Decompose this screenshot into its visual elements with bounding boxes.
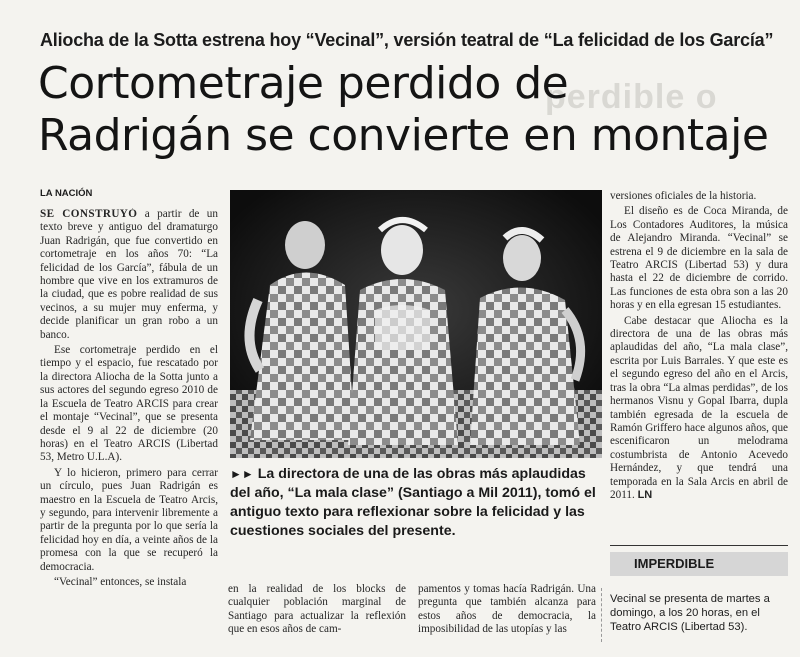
paragraph: El diseño es de Coca Miranda, de Los Contadores Auditores, la música de Alejandro Miranda. “Vecinal” se estrena el 9 de diciembre en la sala de Teatro ARCIS (Libertad 53) y dura hasta el 22 de diciembre de corrido. Las funciones de esta obra son a las 20 horas y en ella egresan 15 estudiantes.	[610, 205, 788, 312]
headline-line-2: Radrigán se convierte en montaje	[38, 110, 769, 161]
paragraph: “Vecinal” entonces, se instala	[54, 575, 187, 588]
source-credit: LA NACIÓN	[40, 188, 93, 199]
paragraph: pamentos y tomas hacía Radrigán. Una pregunta que también alcanza para estos años de democracia, la imposibilidad de las utopías y las	[418, 583, 596, 636]
headline-line-1: Cortometraje perdido de	[38, 58, 569, 109]
paragraph	[40, 208, 218, 342]
article-column-2	[228, 583, 406, 643]
article-column-4	[610, 190, 788, 535]
headline	[38, 58, 778, 162]
divider	[601, 588, 603, 642]
signature-mark: LN	[637, 488, 653, 501]
paragraph	[610, 315, 788, 503]
performance-photo	[230, 190, 602, 458]
divider	[610, 545, 788, 546]
paragraph: Ese cortometraje perdido en el tiempo y el espacio, fue rescatado por la directora Aliocha de la Sotta junto a sus actores del segundo egreso 2010 de la Escuela de Teatro ARCIS para crear el montaje “Vecinal”, que se presenta desde el 9 al 22 de diciembre (20 horas) en el Teatro ARCIS (Libertad 53, Metro U.L.A).	[40, 344, 218, 464]
paragraph-text: Cabe destacar que Aliocha es la directora de una de las obras más aplaudidas del año, “La mala clase”, escrita por Luis Barrales. Y que este es el segundo egreso del año en el Arcis, tras la obra “La almas perdidas”, de los hermanos Visnu y Gopal Ibarra, dupla también egresada de la escuela de Ramón Griffero hace algunos años, que escenificaron un melodrama costumbrista de Antonio Acevedo Hernández, y que tendrá una temporada en la Sala Arcis en abril de 2011.	[610, 314, 788, 501]
article-column-1	[40, 208, 218, 640]
paragraph: en la realidad de los blocks de cualquier población marginal de Santiago para actualizar la reflexión que en esos años de cam-	[228, 583, 406, 636]
caption-arrows-icon: ►►	[230, 467, 254, 481]
paragraph: versiones oficiales de la historia.	[610, 190, 757, 202]
article-column-3	[418, 583, 596, 643]
caption-text: La directora de una de las obras más aplaudidas del año, “La mala clase” (Santiago a Mil 2011), tomó el antiguo texto para reflexionar sobre la felicidad y las cuestiones sociales del presente.	[230, 466, 596, 539]
paragraph: Y lo hicieron, primero para cerrar un círculo, pues Juan Radrigán es maestro en la Escuela de Teatro Arcis, y segundo, para intervenir libremente a partir de la pregunta por lo que sería la felicidad hoy en día, a veinte años de la promesa con la que se recuperó la democracia.	[40, 466, 218, 573]
imperdible-box-text: Vecinal se presenta de martes a domingo, a los 20 horas, en el Teatro ARCIS (Libertad 53).	[610, 593, 770, 633]
paragraph-text: a partir de un texto breve y antiguo del dramaturgo Juan Radrigán, que fue convertido en cortometraje en los años 70: “La felicidad de los García”, fábula de un hombre que vive en los extramuros de la ciudad, que es pobre realidad de sus vecinos, a su mujer muy enferma, y decide planificar un gran robo a un banco.	[40, 208, 218, 341]
lead-in: SE CONSTRUYÓ	[40, 208, 138, 220]
kicker: Aliocha de la Sotta estrena hoy “Vecinal”, versión teatral de “La felicidad de los García”	[40, 30, 774, 50]
photo-caption	[230, 465, 602, 541]
photo-image	[230, 190, 602, 458]
ghost-headline-bleed: perdible o	[545, 78, 718, 116]
imperdible-box-title: IMPERDIBLE	[610, 552, 788, 576]
